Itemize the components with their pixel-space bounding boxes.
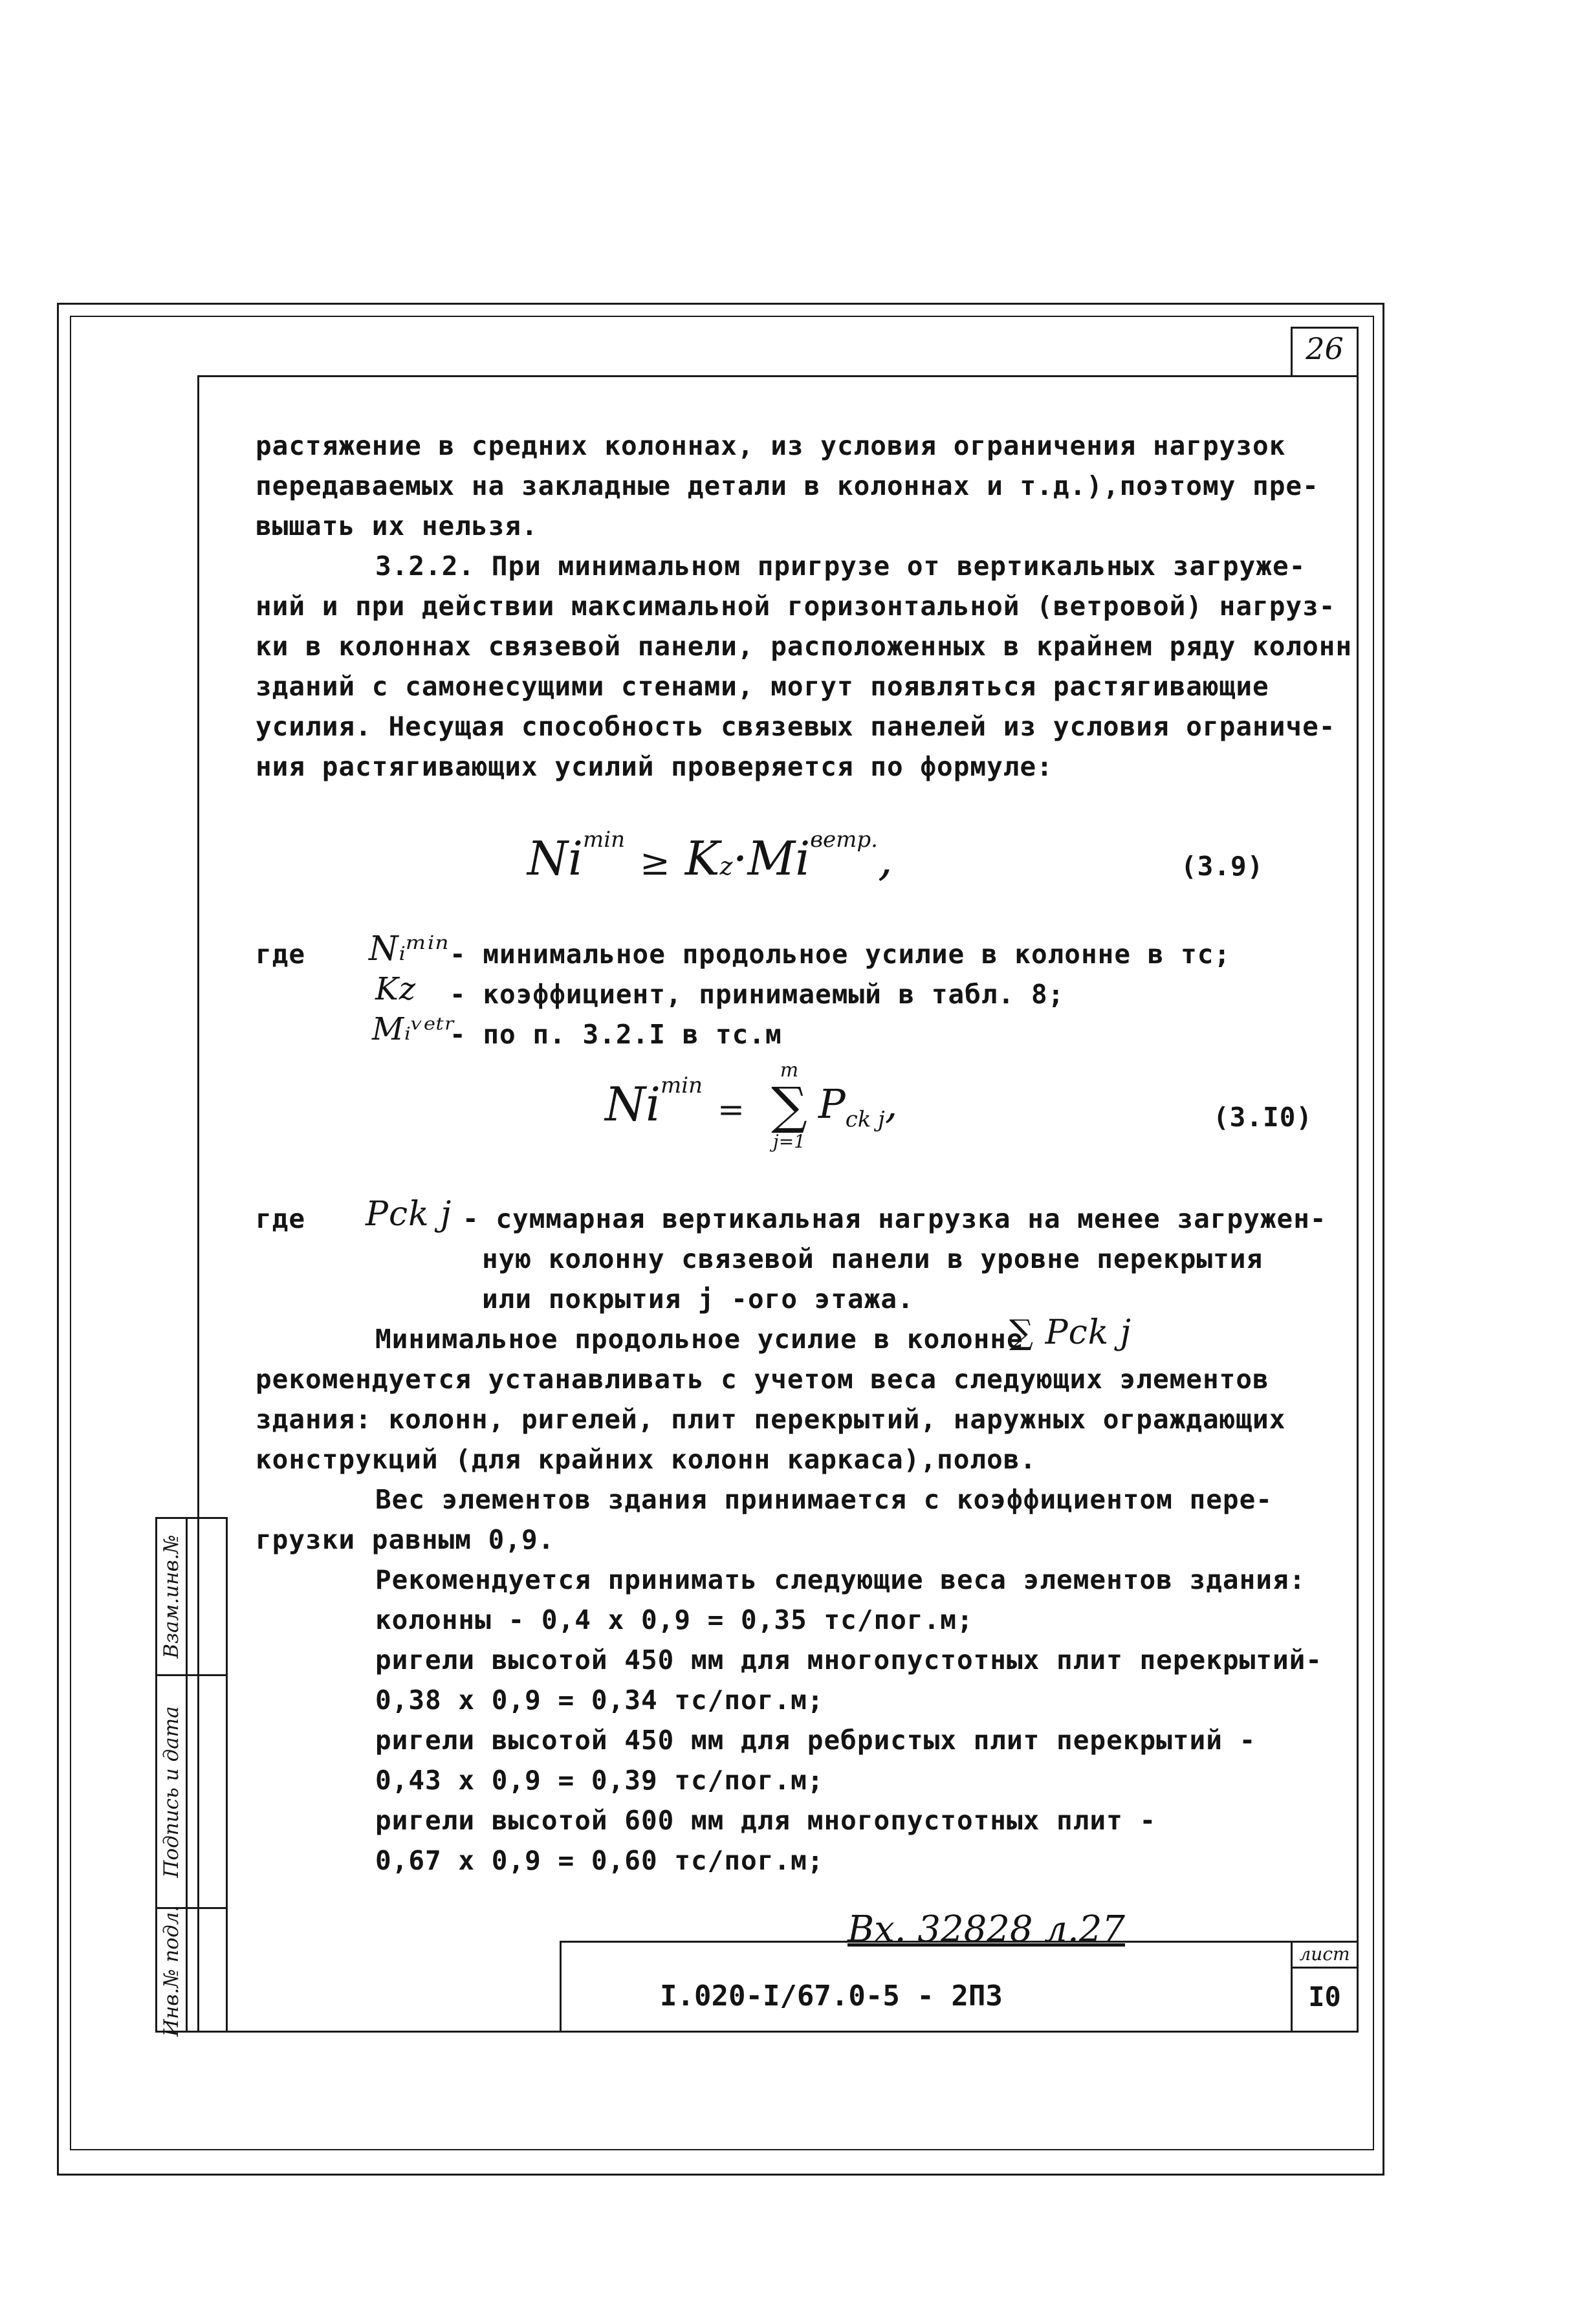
sum-lower: j=1 (773, 1131, 805, 1152)
where-symbol: Kz (375, 971, 417, 1007)
inline-sum: ∑ Pck j (1009, 1313, 1131, 1352)
text-line: здания: колонн, ригелей, плит перекрытий, наружных ограждающих (256, 1404, 1286, 1435)
formula-punctuation: , (877, 831, 893, 886)
text-line: растяжение в средних колоннах, из условия ограничения нагрузок (256, 430, 1286, 461)
text-line: колонны - 0,4 x 0,9 = 0,35 тс/пог.м; (375, 1604, 974, 1635)
where-label: где (256, 939, 306, 970)
formula-operator: = (717, 1091, 745, 1128)
sum-upper: m (780, 1059, 799, 1082)
formula-symbol: N (527, 831, 568, 886)
text-line: передаваемых на закладные детали в колоннах и т.д.),поэтому пре- (256, 470, 1319, 501)
formula-subscript: ck j (845, 1106, 885, 1133)
where-symbol: Mᵢᵛᵉᵗʳ (372, 1011, 456, 1047)
text-line: ки в колоннах связевой панели, расположенных в крайнем ряду колонн (256, 631, 1353, 662)
formula-superscript: min (583, 827, 626, 853)
text-line: 3.2.2. При минимальном пригрузе от вертикальных загруже- (375, 551, 1306, 582)
text-line: Вес элементов здания принимается с коэффициентом пере- (375, 1484, 1273, 1515)
side-cell-signature (157, 1674, 226, 1907)
formula-superscript: ветр. (810, 827, 878, 853)
text-line: ний и при действии максимальной горизонтальной (ветровой) нагруз- (256, 591, 1336, 622)
page-number: 26 (1306, 331, 1344, 366)
text-line: 0,67 x 0,9 = 0,60 тс/пог.м; (375, 1845, 824, 1876)
formula-operator: · (732, 831, 748, 886)
where-text: - по п. 3.2.I в тс.м (450, 1019, 782, 1050)
formula-punctuation: , (884, 1080, 898, 1128)
formula-3-10 (605, 1073, 745, 1131)
formula-symbol: i (646, 1077, 661, 1131)
where-symbol: Nᵢᵐⁱⁿ (369, 930, 450, 968)
sum-symbol (767, 1061, 812, 1152)
text-line: ригели высотой 600 мм для многопустотных плит - (375, 1805, 1157, 1836)
formula-symbol: i (568, 831, 584, 886)
handwritten-note: Вх. 32828 л.27 (847, 1908, 1125, 1950)
formula-3-9 (527, 827, 893, 886)
where-text: - коэффициент, принимаемый в табл. 8; (450, 979, 1065, 1010)
side-label-column (155, 1517, 228, 2036)
side-label-replace: Взам.инв.№ (160, 1534, 183, 1659)
document-code: I.020-I/67.0-5 - 2ПЗ (660, 1980, 1003, 2013)
formula-3-10-term (818, 1080, 897, 1132)
side-label-signature: Подпись и дата (160, 1705, 183, 1878)
text-line: Рекомендуется принимать следующие веса элементов здания: (375, 1564, 1306, 1595)
where-text: - минимальное продольное усилие в колонне в тс; (450, 939, 1231, 970)
formula-superscript: min (661, 1073, 703, 1098)
formula-number: (3.9) (1181, 851, 1264, 882)
text-line: грузки равным 0,9. (256, 1524, 555, 1555)
sheet-label: лист (1299, 1943, 1350, 1965)
text-line: Минимальное продольное усилие в колонне (375, 1324, 1023, 1355)
text-line: 0,43 x 0,9 = 0,39 тс/пог.м; (375, 1765, 824, 1796)
side-cell-inventory (157, 1905, 226, 2036)
text-line: зданий с самонесущими стенами, могут появляться растягивающие (256, 671, 1269, 702)
text-line: усилия. Несущая способность связевых панелей из условия ограниче- (256, 711, 1336, 742)
text-line: рекомендуется устанавливать с учетом веса следующих элементов (256, 1364, 1269, 1395)
formula-symbol: M (747, 831, 796, 886)
stamp-divider (1291, 1941, 1293, 2033)
stamp-divider (1291, 1967, 1359, 1969)
formula-symbol: K (684, 831, 720, 886)
text-line: 0,38 x 0,9 = 0,34 тс/пог.м; (375, 1685, 824, 1716)
where-symbol: Pck j (366, 1195, 452, 1234)
sum-sign: ∑ (771, 1077, 807, 1135)
where-label: где (256, 1203, 306, 1234)
formula-subscript: z (719, 852, 733, 880)
formula-symbol: N (605, 1077, 646, 1131)
formula-symbol: P (818, 1080, 846, 1128)
formula-symbol: i (795, 831, 811, 886)
where-text: ную колонну связевой панели в уровне перекрытия (482, 1243, 1263, 1274)
text-line: ригели высотой 450 мм для ребристых плит перекрытий - (375, 1725, 1256, 1756)
text-line: вышать их нельзя. (256, 510, 538, 541)
text-block (256, 430, 1355, 1918)
where-text: - суммарная вертикальная нагрузка на менее загружен- (463, 1203, 1327, 1234)
side-label-inventory: Инв.№ подл. (160, 1905, 183, 2036)
text-line: ригели высотой 450 мм для многопустотных плит перекрытий- (375, 1644, 1322, 1675)
formula-operator: ≥ (639, 842, 670, 884)
sheet-number: I0 (1308, 1981, 1341, 2013)
where-text: или покрытия j -ого этажа. (482, 1283, 914, 1315)
formula-number: (3.I0) (1213, 1102, 1313, 1133)
side-cell-replace (157, 1519, 226, 1674)
text-line: конструкций (для крайних колонн каркаса),полов. (256, 1444, 1037, 1475)
text-line: ния растягивающих усилий проверяется по формуле: (256, 751, 1053, 782)
